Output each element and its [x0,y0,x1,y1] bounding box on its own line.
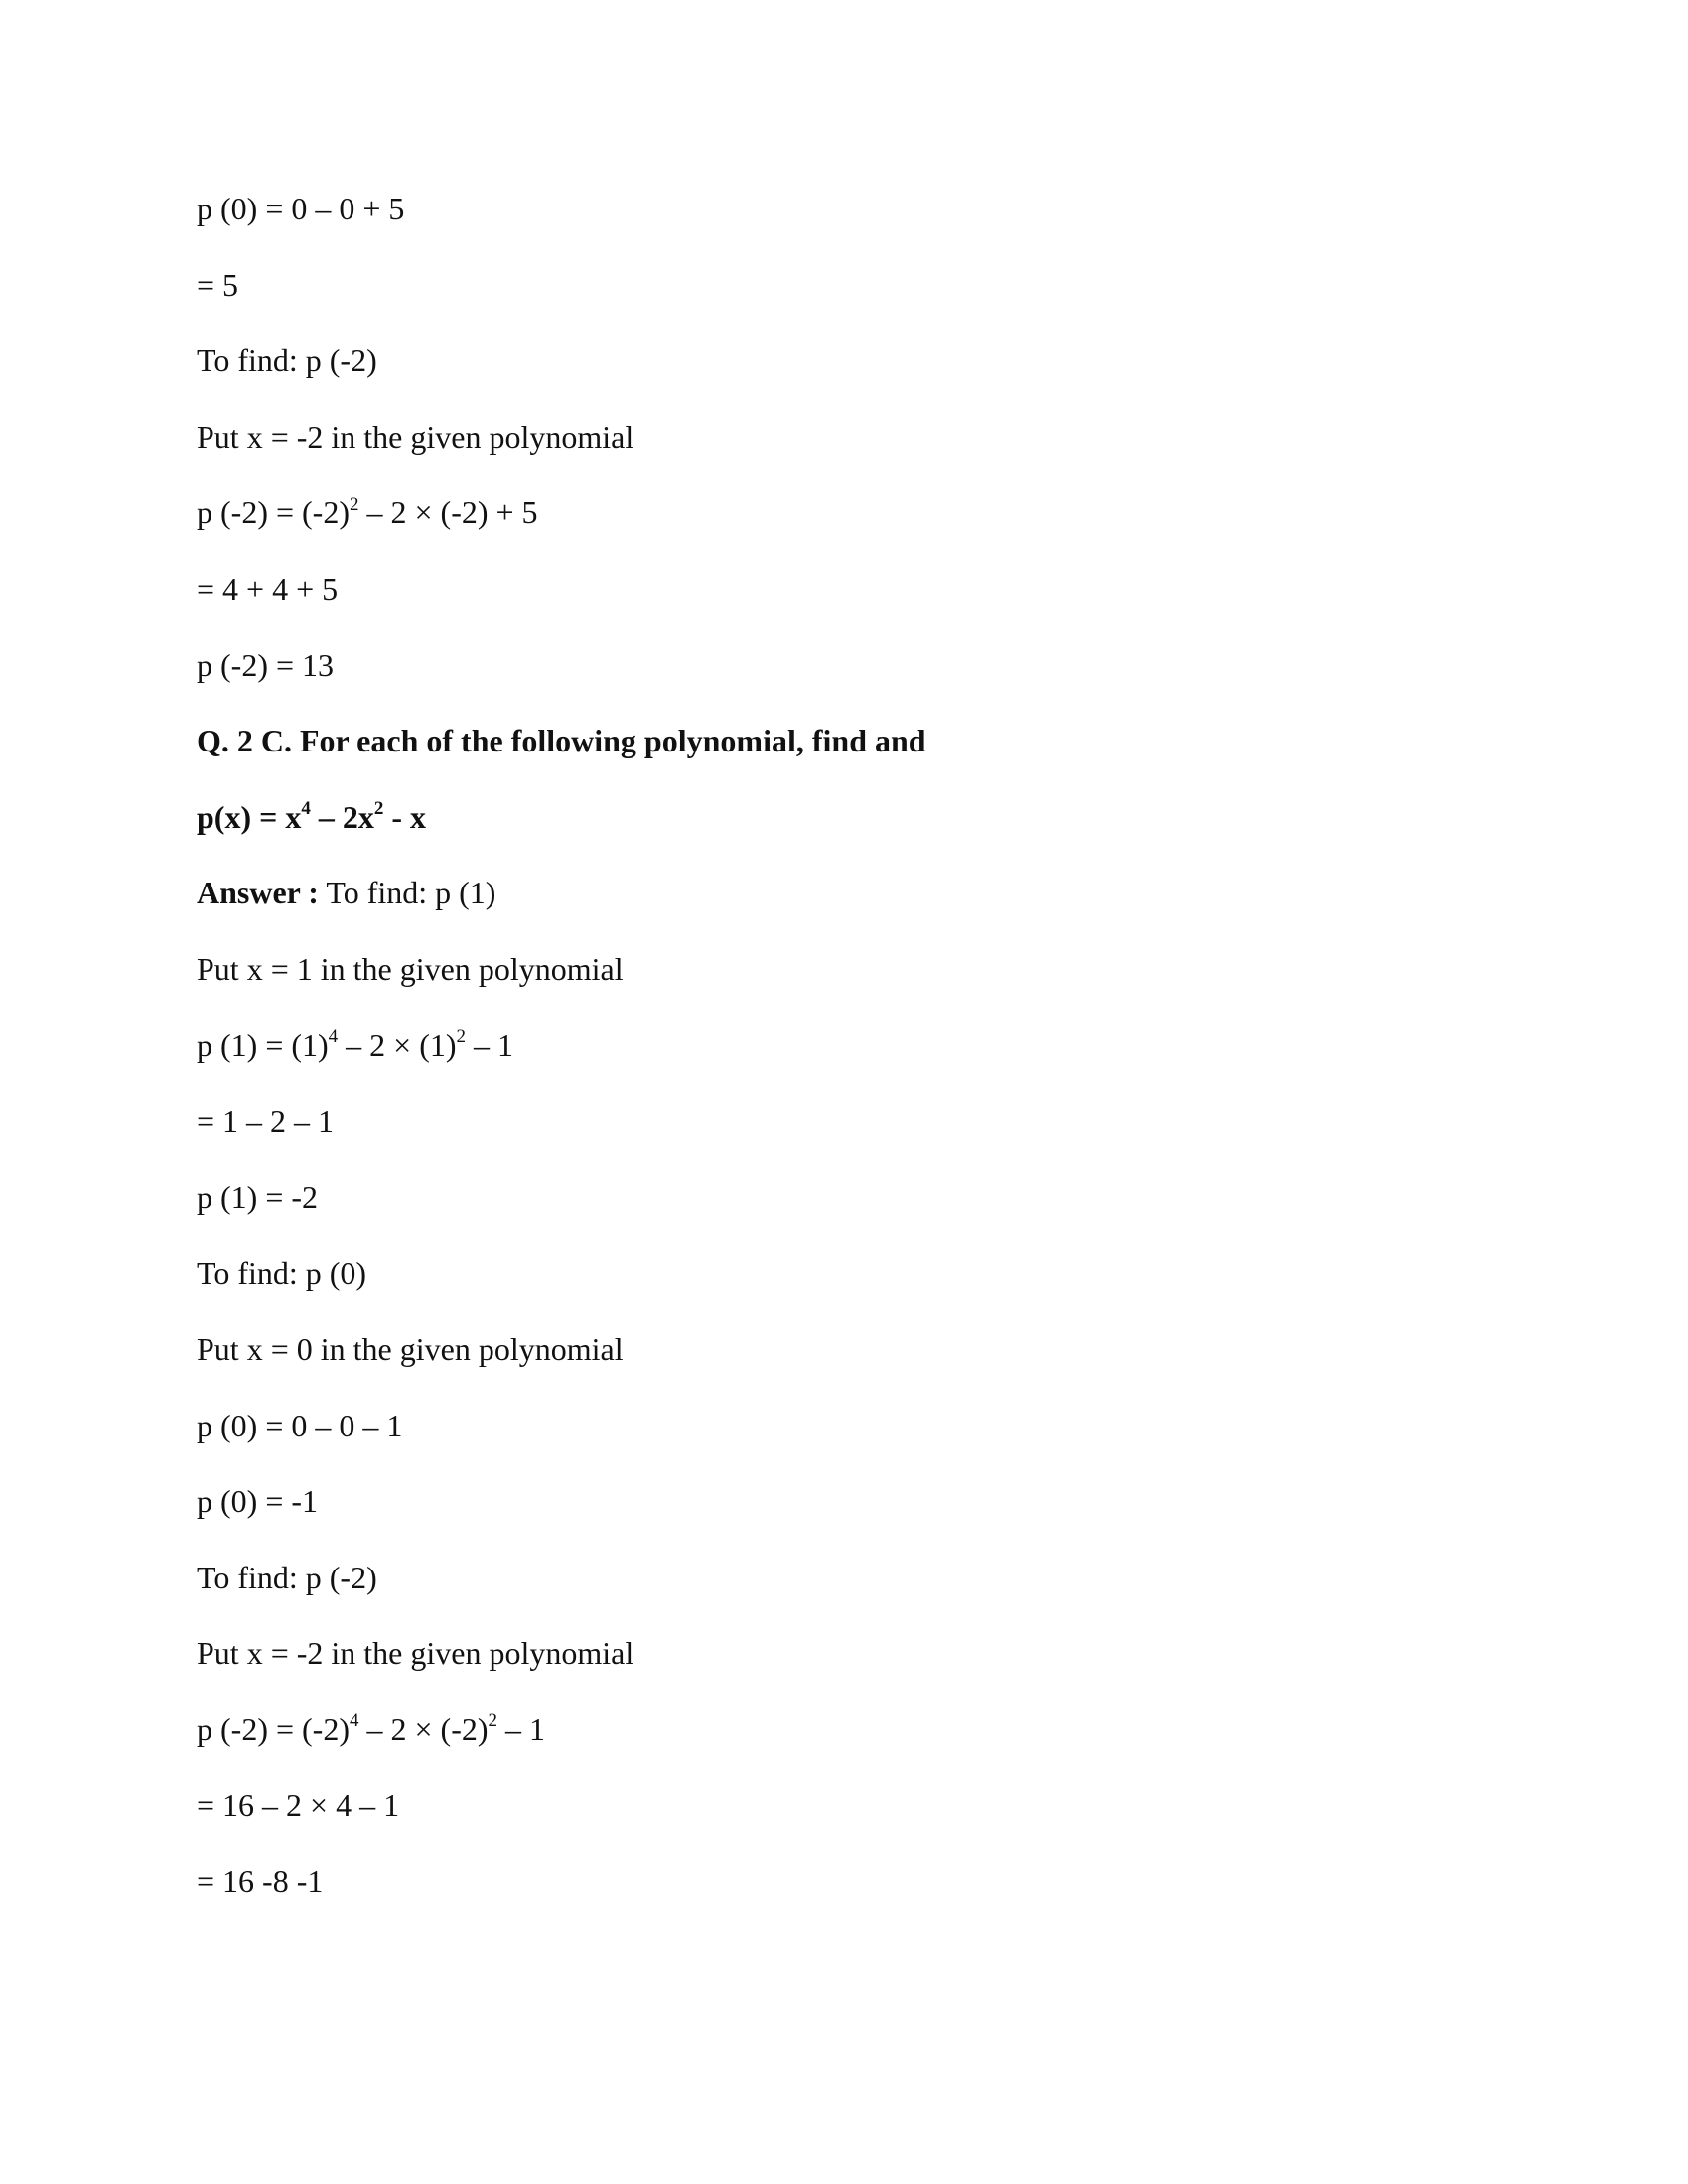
text-line: Put x = -2 in the given polynomial [197,418,634,455]
text-line: To find: p (-2) [197,342,377,379]
exponent: 4 [328,1025,339,1047]
text-line: p (1) = -2 [197,1178,319,1215]
text-line: = 16 -8 -1 [197,1863,324,1900]
text-line: p (0) = 0 – 0 – 1 [197,1407,403,1443]
equation-line: p $(1) = (1)^4 - 2 \times (1)^2 - 1$ [197,1025,514,1063]
document-page [197,189,1487,1938]
text-line: To find: p (0) [197,1255,367,1292]
exponent: 2 [373,798,384,820]
exponent: 4 [349,1710,359,1732]
text-line: Put x = 1 in the given polynomial [197,950,624,987]
equation-line: p $(-2) = (-2)^2 - 2 \times (-2) + 5$ [197,493,538,531]
exponent: 2 [349,493,359,515]
question-polynomial: $p(x) = x^4 - 2x^2 - x$ [197,798,426,835]
text-line: = 16 – 2 × 4 – 1 [197,1787,400,1824]
exponent: 2 [488,1710,497,1732]
text-line: Put x = -2 in the given polynomial [197,1635,634,1672]
equation-line: p $(-2) = (-2)^4 - 2 \times (-2)^2 - 1$ [197,1710,545,1747]
question-heading: Q. 2 C. For each of the following polynomial, find and [197,723,926,759]
text-line: = 5 [197,266,239,303]
exponent: 4 [301,798,311,820]
text-line: Put x = 0 in the given polynomial [197,1330,624,1367]
text-line: p (0) = 0 – 0 + 5 [197,191,405,226]
exponent: 2 [456,1025,467,1047]
text-line: = 4 + 4 + 5 [197,570,339,607]
text-line: = 1 – 2 – 1 [197,1103,335,1140]
text-line: p (-2) = 13 [197,646,335,683]
text-line: p (0) = -1 [197,1483,319,1520]
answer-label: Answer : [197,875,319,911]
text-line: To find: p (-2) [197,1559,377,1595]
answer-line: Answer : To find: p (1) [197,875,496,911]
